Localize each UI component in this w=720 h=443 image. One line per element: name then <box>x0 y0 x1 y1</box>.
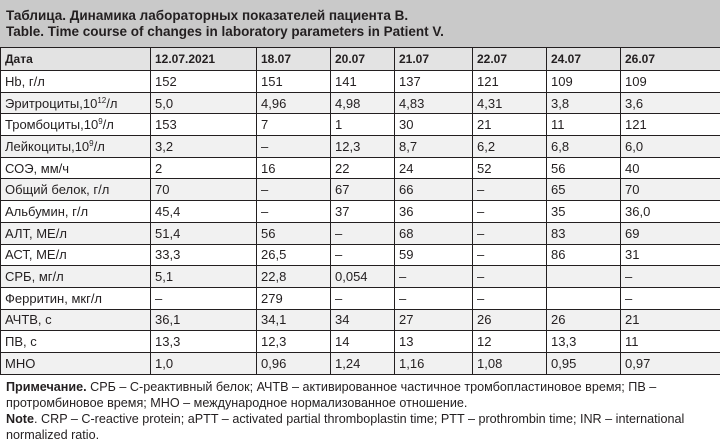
value-cell: 27 <box>395 309 473 331</box>
value-cell: 24 <box>395 157 473 179</box>
value-cell: 21 <box>621 309 720 331</box>
value-cell: – <box>473 222 547 244</box>
value-cell: 1,24 <box>331 352 395 374</box>
value-cell: – <box>257 136 331 158</box>
table-notes <box>0 375 720 443</box>
value-cell: 30 <box>395 114 473 136</box>
value-cell: 0,96 <box>257 352 331 374</box>
row-label: СРБ, мг/л <box>5 269 64 284</box>
row-label-cell <box>1 136 151 158</box>
value-cell: 0,054 <box>331 266 395 288</box>
value-cell: – <box>331 244 395 266</box>
table-row <box>1 114 720 136</box>
row-label-cell <box>1 114 151 136</box>
value-cell: 37 <box>331 201 395 223</box>
value-cell: 26 <box>473 309 547 331</box>
value-cell: 0,95 <box>547 352 621 374</box>
table-row <box>1 309 720 331</box>
value-cell: 109 <box>547 71 621 93</box>
lab-results-table <box>0 47 720 375</box>
value-cell: – <box>395 287 473 309</box>
value-cell: 6,2 <box>473 136 547 158</box>
row-label: АСТ, МЕ/л <box>5 247 67 262</box>
header-cell: 21.07 <box>395 48 473 71</box>
value-cell: 3,8 <box>547 92 621 114</box>
value-cell: 153 <box>151 114 257 136</box>
value-cell: – <box>621 287 720 309</box>
row-label: АЧТВ, с <box>5 312 52 327</box>
row-label-exponent: 12 <box>97 96 106 105</box>
value-cell: 12,3 <box>257 331 331 353</box>
value-cell: 69 <box>621 222 720 244</box>
table-row <box>1 92 720 114</box>
value-cell: 109 <box>621 71 720 93</box>
row-label-cell <box>1 266 151 288</box>
table-row <box>1 331 720 353</box>
value-cell: 40 <box>621 157 720 179</box>
value-cell: 152 <box>151 71 257 93</box>
caption-english: Table. Time course of changes in laboratory parameters in Patient V. <box>6 24 720 40</box>
value-cell: – <box>151 287 257 309</box>
value-cell: – <box>473 179 547 201</box>
row-label-cell <box>1 157 151 179</box>
header-cell: 18.07 <box>257 48 331 71</box>
row-label: Общий белок, г/л <box>5 182 109 197</box>
value-cell: 6,0 <box>621 136 720 158</box>
row-label: Hb, г/л <box>5 74 45 89</box>
table-row <box>1 287 720 309</box>
value-cell: 36 <box>395 201 473 223</box>
value-cell: 22 <box>331 157 395 179</box>
value-cell: – <box>257 201 331 223</box>
note-english-label: Note <box>6 412 34 426</box>
table-body <box>1 71 720 375</box>
caption-russian: Таблица. Динамика лабораторных показателей пациента В. <box>6 8 720 24</box>
value-cell: – <box>257 179 331 201</box>
value-cell: 1 <box>331 114 395 136</box>
value-cell: 12 <box>473 331 547 353</box>
note-russian-text: СРБ – С-реактивный белок; АЧТВ – активированное частичное тромбопластиновое время; ПВ – протромбиновое время; МНО – международное нормализованное отношение. <box>6 380 656 410</box>
value-cell: 56 <box>547 157 621 179</box>
value-cell: 4,96 <box>257 92 331 114</box>
value-cell: 45,4 <box>151 201 257 223</box>
value-cell: 1,0 <box>151 352 257 374</box>
row-label-cell <box>1 244 151 266</box>
row-label-cell <box>1 287 151 309</box>
table-row <box>1 222 720 244</box>
row-label-unit: /л <box>94 139 105 154</box>
value-cell: 36,0 <box>621 201 720 223</box>
row-label: Альбумин, г/л <box>5 204 88 219</box>
value-cell: 26,5 <box>257 244 331 266</box>
value-cell: 56 <box>257 222 331 244</box>
value-cell: 34 <box>331 309 395 331</box>
value-cell: – <box>395 266 473 288</box>
row-label-unit: /л <box>106 96 117 111</box>
value-cell: – <box>473 266 547 288</box>
value-cell: 83 <box>547 222 621 244</box>
value-cell: 8,7 <box>395 136 473 158</box>
row-label-cell <box>1 179 151 201</box>
value-cell: 70 <box>151 179 257 201</box>
value-cell: 21 <box>473 114 547 136</box>
table-header-row <box>1 48 720 71</box>
note-russian <box>6 379 720 411</box>
value-cell: 34,1 <box>257 309 331 331</box>
header-cell: 20.07 <box>331 48 395 71</box>
value-cell <box>547 266 621 288</box>
value-cell: 31 <box>621 244 720 266</box>
value-cell: 13,3 <box>151 331 257 353</box>
table-row <box>1 266 720 288</box>
value-cell: 13,3 <box>547 331 621 353</box>
row-label-unit: /л <box>103 117 114 132</box>
value-cell: 4,31 <box>473 92 547 114</box>
value-cell: 5,1 <box>151 266 257 288</box>
value-cell: 22,8 <box>257 266 331 288</box>
value-cell: – <box>331 287 395 309</box>
value-cell: 12,3 <box>331 136 395 158</box>
value-cell: 1,08 <box>473 352 547 374</box>
table-row <box>1 179 720 201</box>
value-cell: 279 <box>257 287 331 309</box>
row-label: Тромбоциты,10 <box>5 117 98 132</box>
header-cell: Дата <box>1 48 151 71</box>
value-cell: 51,4 <box>151 222 257 244</box>
row-label-cell <box>1 92 151 114</box>
table-caption <box>0 0 720 47</box>
value-cell: 11 <box>621 331 720 353</box>
table-row <box>1 352 720 374</box>
note-english <box>6 411 720 443</box>
row-label: МНО <box>5 356 35 371</box>
value-cell: 68 <box>395 222 473 244</box>
table-row <box>1 244 720 266</box>
value-cell: 5,0 <box>151 92 257 114</box>
table-row <box>1 136 720 158</box>
row-label: Лейкоциты,10 <box>5 139 89 154</box>
value-cell: – <box>473 287 547 309</box>
value-cell: 151 <box>257 71 331 93</box>
value-cell: 26 <box>547 309 621 331</box>
table-row <box>1 201 720 223</box>
value-cell: – <box>621 266 720 288</box>
value-cell: 3,2 <box>151 136 257 158</box>
value-cell: 14 <box>331 331 395 353</box>
value-cell: 137 <box>395 71 473 93</box>
header-cell: 24.07 <box>547 48 621 71</box>
header-cell: 26.07 <box>621 48 720 71</box>
row-label-cell <box>1 352 151 374</box>
value-cell: 86 <box>547 244 621 266</box>
value-cell: 65 <box>547 179 621 201</box>
value-cell: 121 <box>621 114 720 136</box>
row-label: ПВ, с <box>5 334 37 349</box>
table-row <box>1 71 720 93</box>
note-english-text: . CRP – C-reactive protein; aPTT – activated partial thromboplastin time; PTT – prothrombin time; INR – international normalized ratio. <box>6 412 684 442</box>
header-cell: 12.07.2021 <box>151 48 257 71</box>
row-label: АЛТ, МЕ/л <box>5 226 67 241</box>
value-cell: 11 <box>547 114 621 136</box>
value-cell: 1,16 <box>395 352 473 374</box>
value-cell: 59 <box>395 244 473 266</box>
row-label-exponent: 9 <box>98 117 102 126</box>
row-label-cell <box>1 201 151 223</box>
value-cell: – <box>331 222 395 244</box>
note-russian-label: Примечание. <box>6 380 87 394</box>
value-cell: 141 <box>331 71 395 93</box>
value-cell <box>547 287 621 309</box>
value-cell: 7 <box>257 114 331 136</box>
header-cell: 22.07 <box>473 48 547 71</box>
value-cell: 35 <box>547 201 621 223</box>
row-label: СОЭ, мм/ч <box>5 161 69 176</box>
row-label-cell <box>1 309 151 331</box>
row-label-cell <box>1 331 151 353</box>
value-cell: 2 <box>151 157 257 179</box>
value-cell: – <box>473 244 547 266</box>
value-cell: 66 <box>395 179 473 201</box>
value-cell: 121 <box>473 71 547 93</box>
value-cell: 13 <box>395 331 473 353</box>
value-cell: 67 <box>331 179 395 201</box>
value-cell: 4,83 <box>395 92 473 114</box>
table-row <box>1 157 720 179</box>
value-cell: 4,98 <box>331 92 395 114</box>
value-cell: 36,1 <box>151 309 257 331</box>
value-cell: – <box>473 201 547 223</box>
value-cell: 33,3 <box>151 244 257 266</box>
value-cell: 3,6 <box>621 92 720 114</box>
value-cell: 16 <box>257 157 331 179</box>
row-label-cell <box>1 222 151 244</box>
value-cell: 6,8 <box>547 136 621 158</box>
row-label: Ферритин, мкг/л <box>5 291 102 306</box>
row-label-cell <box>1 71 151 93</box>
value-cell: 70 <box>621 179 720 201</box>
value-cell: 0,97 <box>621 352 720 374</box>
row-label: Эритроциты,10 <box>5 96 97 111</box>
row-label-exponent: 9 <box>89 139 93 148</box>
value-cell: 52 <box>473 157 547 179</box>
